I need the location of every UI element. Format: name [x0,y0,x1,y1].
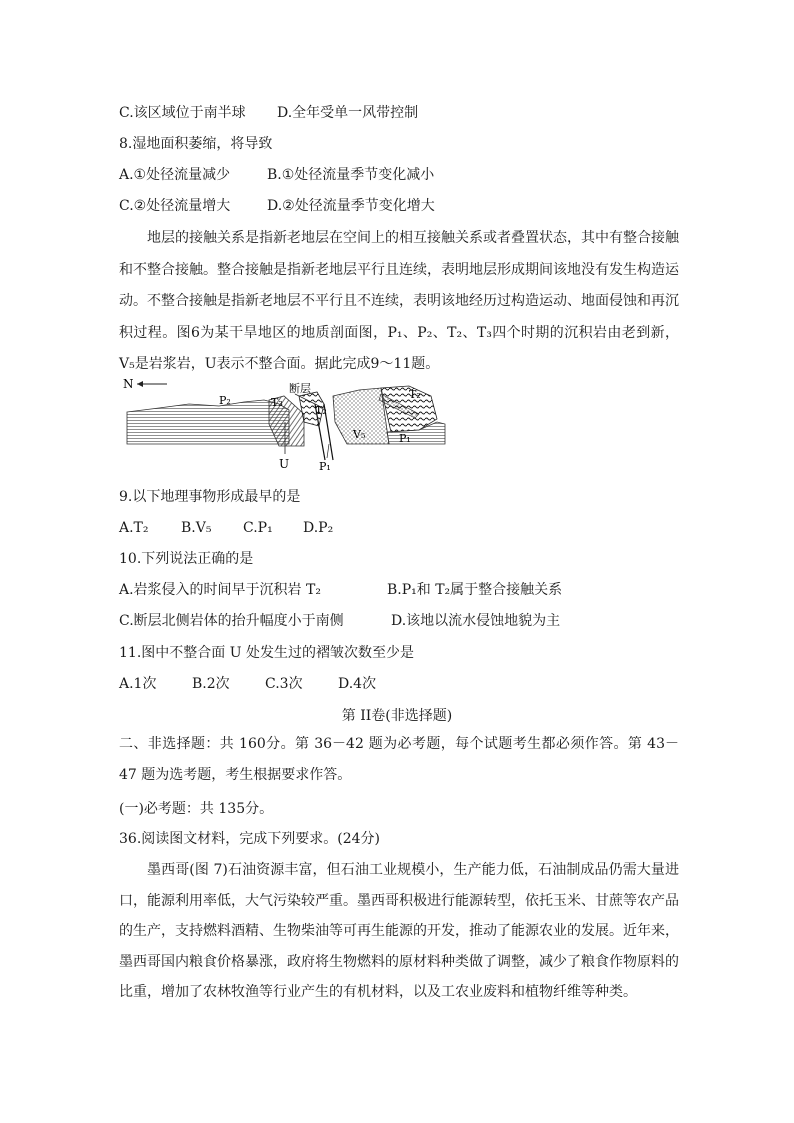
q9-option-c: C.P₁ [243,520,273,536]
q9-option-b: B.V₅ [181,520,212,536]
label-t3: T₃ [271,396,283,409]
label-u: U [279,457,290,471]
q8-option-c: C.②处径流量增大 [119,198,231,214]
q9-option-d: D.P₂ [303,520,334,536]
q7-options-cd [119,103,418,123]
q36-passage: 墨西哥(图 7)石油资源丰富，但石油工业规模小，生产能力低，石油制成品仍需大量进口，能源利用率低，大气污染较严重。墨西哥积极进行能源转型，依托玉米、甘蔗等农产品的生产，支持燃料酒精、生物柴油等可再生能源的开发，推动了能源农业的发展。近年来，墨西哥国内粮食价格暴涨，政府将生物燃料的原材料种类做了调整，减少了粮食作物原料的比重，增加了农林牧渔等行业产生的有机材料，以及工农业废料和植物纤维等种类。 [119,862,679,1000]
label-p1-bottom: P₁ [319,460,331,473]
q8-options-ab [119,165,434,185]
q8-stem: 8.湿地面积萎缩，将导致 [119,136,273,152]
label-p1-right: P₁ [399,432,411,445]
q8-option-b: B.①处径流量季节变化减小 [267,167,435,183]
stratum-p2-left [127,400,289,444]
label-t2-left: T₂ [315,404,327,417]
q11-option-d: D.4次 [338,676,377,692]
q10-option-a: A.岩浆侵入的时间早于沉积岩 T₂ [119,582,321,598]
q11-option-a: A.1次 [119,676,157,692]
q10-options-cd [119,611,560,631]
q8-option-d: D.②处径流量季节变化增大 [267,198,435,214]
q10-option-c: C.断层北侧岩体的抬升幅度小于南侧 [119,613,344,629]
q7-option-c: C.该区域位于南半球 [119,105,246,121]
q8-option-a: A.①处径流量减少 [119,167,231,183]
q11-options [119,674,376,694]
q11-stem: 11.图中不整合面 U 处发生过的褶皱次数至少是 [119,645,414,661]
q10-option-d: D.该地以流水侵蚀地貌为主 [391,613,561,629]
q10-option-b: B.P₁和 T₂属于整合接触关系 [387,582,563,598]
q8-options-cd [119,196,435,216]
q10-stem: 10.下列说法正确的是 [119,551,254,567]
section-title: 第 II卷(非选择题) [341,708,453,724]
q7-option-d: D.全年受单一风带控制 [277,105,419,121]
label-p2: P₂ [219,394,231,407]
q9-options [119,518,333,538]
label-t2-right: T₂ [409,388,421,401]
label-v5: V₅ [353,428,366,441]
cross-section-svg [119,374,449,484]
p1-leader-line [327,444,329,458]
q9-option-a: A.T₂ [119,520,149,536]
geologic-cross-section-figure [119,374,449,484]
q11-option-c: C.3次 [265,676,303,692]
q9-stem: 9.以下地理事物形成最早的是 [119,489,301,505]
geology-passage: 地层的接触关系是指新老地层在空间上的相互接触关系或者叠置状态，其中有整合接触和不整合接触。整合接触是指新老地层平行且连续，表明地层形成期间该地没有发生构造运动。不整合接触是指新老地层不平行且不连续，表明该地经历过构造运动、地面侵蚀和再沉积过程。图6为某干旱地区的地质剖面图，P₁、P₂、T₂、T₃四个时期的沉积岩由老到新，V₅是岩浆岩，U表示不整合面。据此完成9～11题。 [119,230,679,372]
q36-stem: 36.阅读图文材料，完成下列要求。(24分) [119,831,381,847]
required-heading: (一)必考题：共 135分。 [119,801,274,817]
north-arrowhead-icon [137,381,143,387]
section-intro: 二、非选择题：共 160分。第 36－42 题为必考题，每个试题考生都必须作答。第 43－47 题为选考题，考生根据要求作答。 [119,736,679,783]
q11-option-b: B.2次 [192,676,230,692]
label-fault: 断层 [289,382,311,395]
north-label: N [123,377,134,391]
q10-options-ab [119,580,562,600]
